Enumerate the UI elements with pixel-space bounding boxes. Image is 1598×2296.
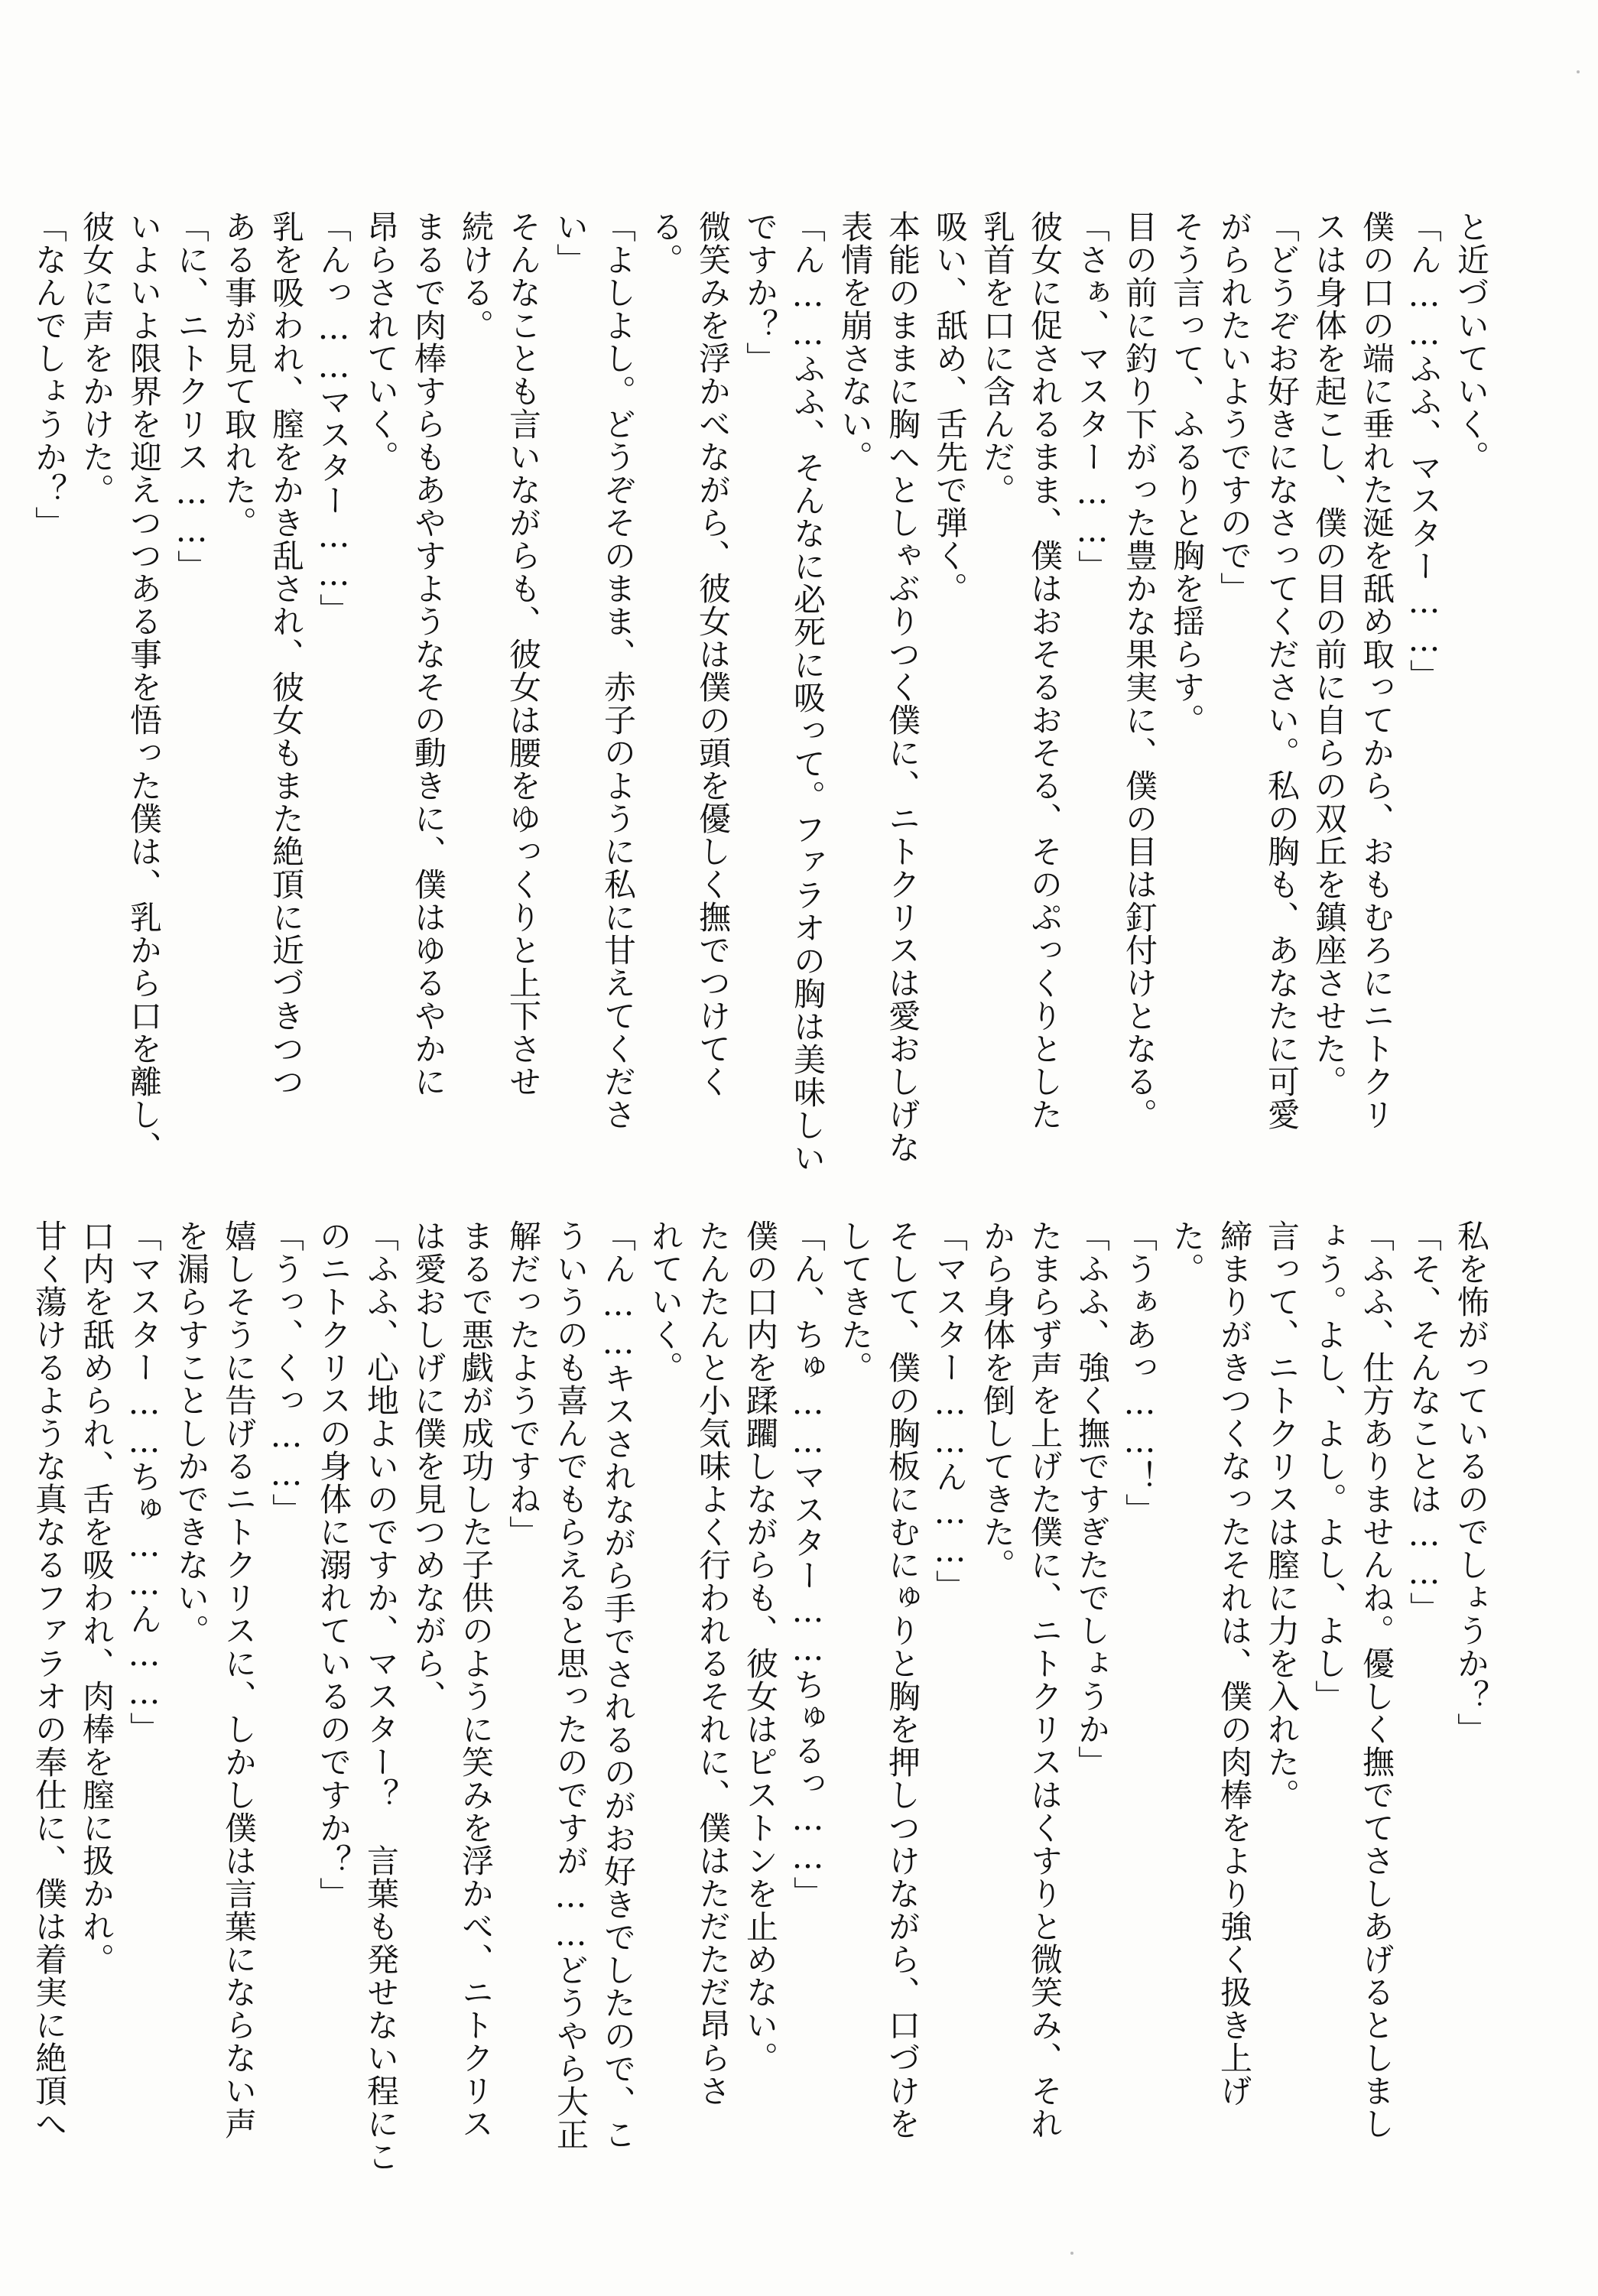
text-line: してきた。 — [836, 1219, 874, 1384]
text-line: 続ける。 — [457, 210, 495, 342]
text-line: 僕の口の端に垂れた涎を舐め取ってから、おもむろにニトクリ — [1358, 210, 1395, 1131]
text-line: ういうのも喜んでもらえると思ったのですが……どうやら大正 — [552, 1219, 590, 2151]
text-line: 「ん、ちゅ……マスター……ちゅるっ……」 — [789, 1219, 827, 1909]
text-line: ょう。よし、よし。よし、よし」 — [1311, 1219, 1348, 1713]
text-line: 乳を吸われ、膣をかき乱され、彼女もまた絶頂に近づきつつ — [268, 210, 305, 1098]
text-line: そして、僕の胸板にむにゅりと胸を押しつけながら、口づけを — [884, 1219, 921, 2140]
text-line: 言って、ニトクリスは膣に力を入れた。 — [1263, 1219, 1301, 1811]
text-line: 本能のままに胸へとしゃぶりつく僕に、ニトクリスは愛おしげな — [884, 210, 921, 1164]
text-line: 「なんでしょうか？」 — [31, 210, 68, 539]
text-line: 口内を舐められ、舌を吸われ、肉棒を膣に扱かれ。 — [78, 1219, 115, 1976]
text-line: のニトクリスの身体に溺れているのですか？」 — [315, 1219, 352, 1910]
text-line: 「そ、そんなことは……」 — [1405, 1219, 1443, 1625]
text-line: 僕の口内を蹂躙しながらも、彼女はピストンを止めない。 — [742, 1219, 779, 2074]
text-line: を漏らすことしかできない。 — [173, 1219, 210, 1647]
text-line: たまらず声を上げた僕に、ニトクリスはくすりと微笑み、それ — [1026, 1219, 1064, 2140]
text-line: 「どうぞお好きになさってください。私の胸も、あなたに可愛 — [1263, 210, 1301, 1131]
text-line: 表情を崩さない。 — [836, 210, 874, 473]
text-line: 昂らされていく。 — [362, 210, 400, 473]
text-line: ある事が見て取れた。 — [220, 210, 258, 539]
text-line: 「ん……ふふ、そんなに必死に吸って。ファラオの胸は美味しい — [789, 210, 827, 1174]
text-line: 彼女に促されるまま、僕はおそるおそる、そのぷっくりとした — [1026, 210, 1064, 1131]
text-line: は愛おしげに僕を見つめながら、 — [410, 1219, 447, 1713]
text-line: 「んっ……マスター……」 — [315, 210, 352, 626]
text-line: 「マスター……ちゅ……ん……」 — [125, 1219, 163, 1745]
scan-speck — [1070, 2252, 1073, 2255]
text-line: まるで肉棒すらもあやすようなその動きに、僕はゆるやかに — [410, 210, 447, 1098]
text-line: 彼女に声をかけた。 — [78, 210, 115, 506]
text-line: 私を怖がっているのでしょうか？」 — [1453, 1219, 1490, 1746]
text-block-upper — [31, 210, 1495, 1174]
text-block-lower — [31, 1219, 1495, 2221]
text-line: 甘く蕩けるような真なるファラオの奉仕に、僕は着実に絶頂へ — [31, 1219, 68, 2140]
text-line: と近づいていく。 — [1453, 210, 1490, 473]
text-line: 「ふふ、心地よいのですか、マスター？ 言葉も発せない程にこ — [362, 1219, 400, 2173]
text-line: 「よしよし。どうぞそのまま、赤子のように私に甘えてくださ — [599, 210, 637, 1131]
text-line: 「に、ニトクリス……」 — [173, 210, 210, 583]
text-line: から身体を倒してきた。 — [979, 1219, 1016, 1581]
text-line: い」 — [552, 210, 590, 276]
text-line: 「マスター……ん……」 — [931, 1219, 969, 1603]
text-line: た。 — [1168, 1219, 1206, 1285]
text-line: 「さぁ、マスター……」 — [1073, 210, 1111, 583]
text-line: 微笑みを浮かべながら、彼女は僕の頭を優しく撫でつけてく — [694, 210, 732, 1098]
text-line: スは身体を起こし、僕の目の前に自らの双丘を鎮座させた。 — [1311, 210, 1348, 1098]
text-line: る。 — [647, 210, 684, 276]
text-line: 嬉しそうに告げるニトクリスに、しかし僕は言葉にならない声 — [220, 1219, 258, 2140]
text-line: 「ふふ、仕方ありませんね。優しく撫でてさしあげるとしまし — [1358, 1219, 1395, 2140]
text-line: 解だったようですね」 — [505, 1219, 542, 1548]
text-line: たんたんと小気味よく行われるそれに、僕はただただ昂らさ — [694, 1219, 732, 2107]
text-line: 「ふふ、強く撫ですぎたでしょうか」 — [1073, 1219, 1111, 1778]
text-line: 「ん……キスされながら手でされるのがお好きでしたので、こ — [599, 1219, 637, 2151]
text-line: 乳首を口に含んだ。 — [979, 210, 1016, 506]
text-line: 吸い、舐め、舌先で弾く。 — [931, 210, 969, 605]
text-line: 「うぁあっ……！」 — [1121, 1219, 1158, 1526]
text-line: まるで悪戯が成功した子供のように笑みを浮かべ、ニトクリス — [457, 1219, 495, 2140]
text-line: 「うっ、くっ……」 — [268, 1219, 305, 1526]
text-line: 「ん……ふふ、マスター……」 — [1405, 210, 1443, 692]
text-line: 締まりがきつくなったそれは、僕の肉棒をより強く扱き上げ — [1216, 1219, 1253, 2107]
text-line: 目の前に釣り下がった豊かな果実に、僕の目は釘付けとなる。 — [1121, 210, 1158, 1131]
text-line: そう言って、ふるりと胸を揺らす。 — [1168, 210, 1206, 736]
text-line: がられたいようですので」 — [1216, 210, 1253, 605]
scan-speck — [1577, 70, 1580, 73]
text-line: ですか？」 — [742, 210, 779, 375]
text-line: いよいよ限界を迎えつつある事を悟った僕は、乳から口を離し、 — [125, 210, 163, 1164]
text-line: そんなことも言いながらも、彼女は腰をゆっくりと上下させ — [505, 210, 542, 1098]
text-line: れていく。 — [647, 1219, 684, 1384]
